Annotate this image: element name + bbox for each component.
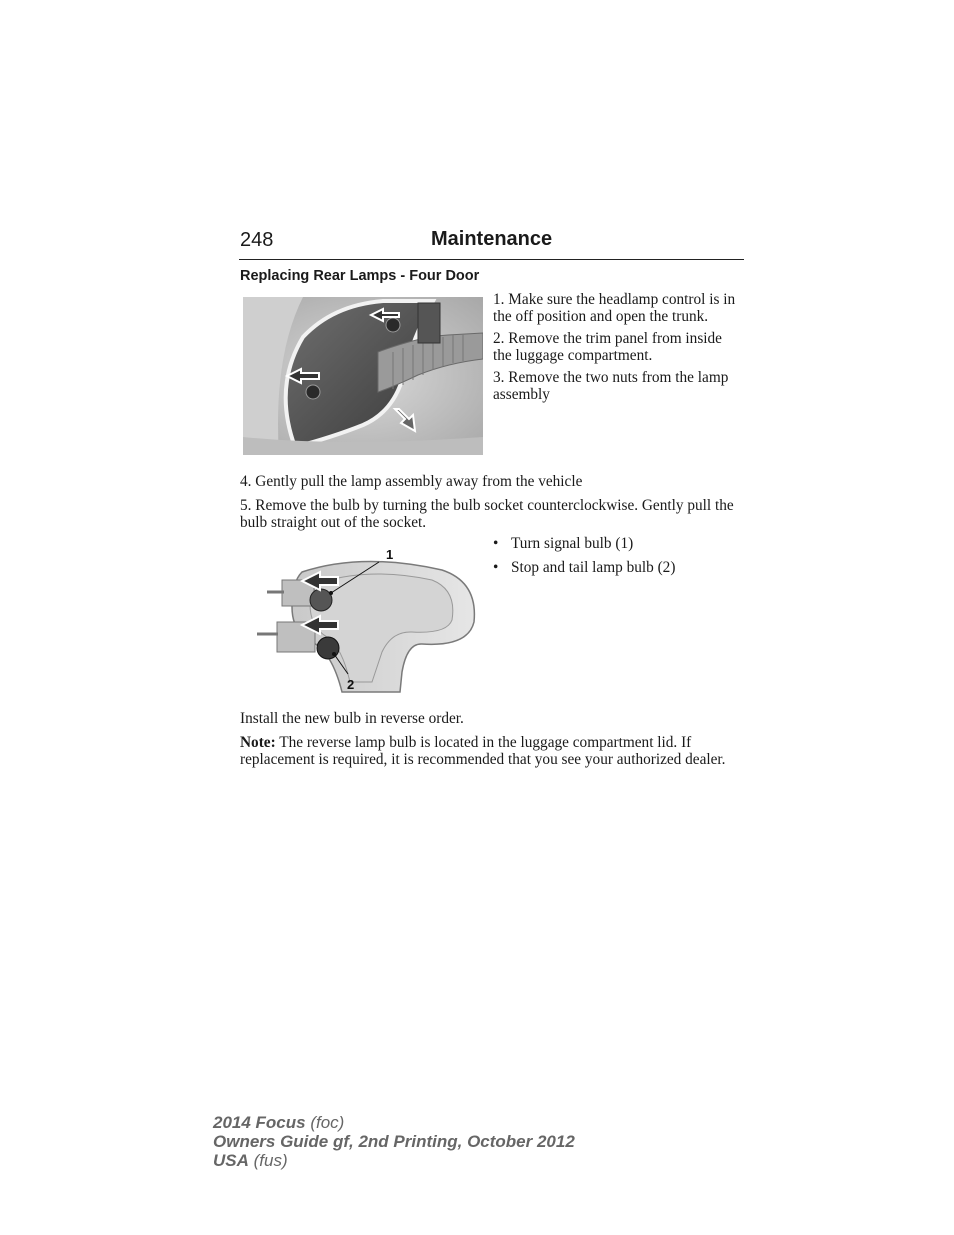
footer-market: USA (213, 1151, 249, 1170)
note-text: The reverse lamp bulb is located in the luggage compartment lid. If replacement is required, it is recommended that you see your authorized dealer. (240, 734, 726, 768)
footer-line-3 (213, 1151, 575, 1170)
bullet-text: Turn signal bulb (1) (511, 535, 634, 552)
note-paragraph (240, 735, 744, 768)
footer-model: 2014 Focus (213, 1113, 306, 1132)
footer-line-1 (213, 1113, 575, 1132)
callout-1: 1 (386, 547, 394, 562)
step-1: 1. Make sure the headlamp control is in the off position and open the trunk. (493, 291, 736, 325)
lamp-bulb-sockets-illustration (242, 542, 478, 694)
section-title: Maintenance (431, 228, 553, 250)
page-footer (213, 1113, 575, 1170)
bullet-glyph: • (493, 535, 499, 552)
bulb-list (493, 536, 675, 583)
list-item (493, 536, 675, 553)
bullet-glyph: • (493, 558, 499, 576)
install-instruction: Install the new bulb in reverse order. (240, 710, 464, 727)
page-number: 248 (240, 229, 274, 251)
trunk-lamp-nuts-illustration (243, 297, 483, 455)
footer-model-code: (foc) (305, 1113, 345, 1132)
list-item (493, 560, 675, 577)
step-2: 2. Remove the trim panel from inside the luggage compartment. (493, 330, 722, 364)
page-header (239, 229, 744, 260)
steps-1-3 (493, 292, 744, 409)
bullet-text: Stop and tail lamp bulb (2) (511, 558, 676, 576)
callout-2: 2 (347, 677, 355, 692)
note-label: Note: (240, 734, 276, 751)
step-5: 5. Remove the bulb by turning the bulb socket counterclockwise. Gently pull the bulb straight out of the socket. (240, 497, 734, 531)
step-3: 3. Remove the two nuts from the lamp assembly (493, 369, 729, 403)
step-4: 4. Gently pull the lamp assembly away from the vehicle (240, 473, 583, 490)
footer-market-code: (fus) (248, 1151, 288, 1170)
footer-line-2: Owners Guide gf, 2nd Printing, October 2012 (213, 1132, 575, 1151)
subheading: Replacing Rear Lamps - Four Door (240, 268, 480, 284)
